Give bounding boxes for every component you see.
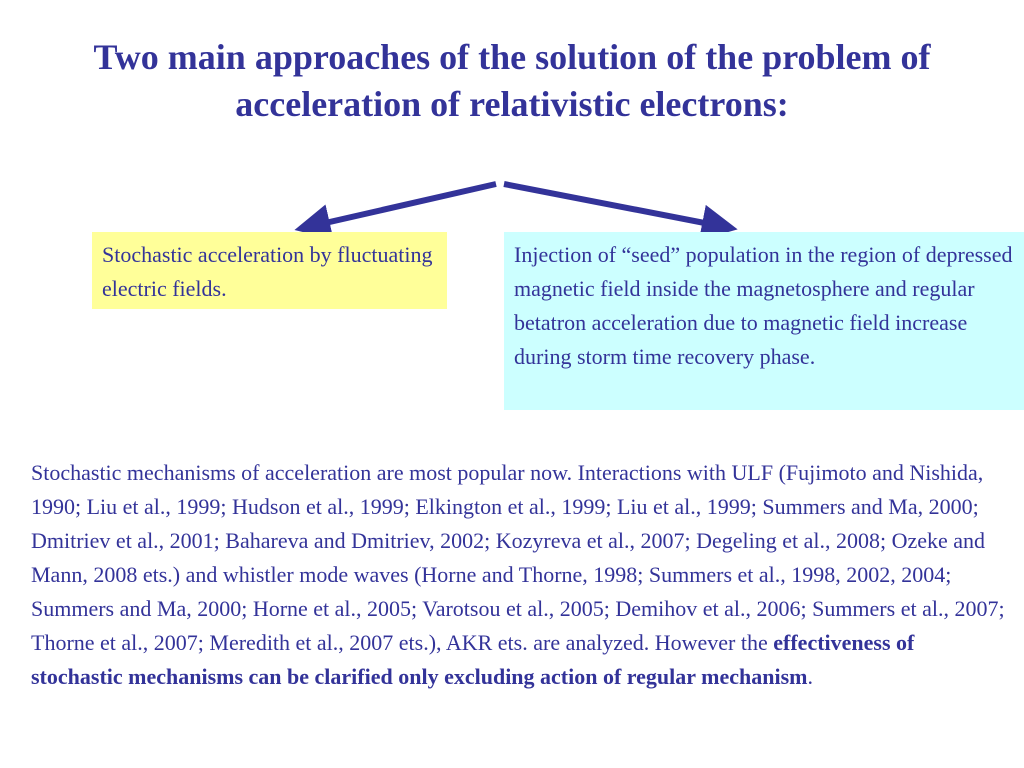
paragraph-bold-text: effectiveness of stochastic mechanisms can be clarified only excluding action of regular mechanism xyxy=(31,630,915,689)
paragraph-end: . xyxy=(807,664,813,689)
stochastic-acceleration-box: Stochastic acceleration by fluctuating electric fields. xyxy=(92,232,447,309)
paragraph-text: Stochastic mechanisms of acceleration are most popular now. Interactions with ULF (Fujimoto and Nishida, 1990; Liu et al., 1999; Hudson et al., 1999; Elkington et al., 1999; Liu et al., 1999; Summers and Ma, 2000; Dmitriev et al., 2001; Bahareva and Dmitriev, 2002; Kozyreva et al., 2007; Degeling et al., 2008; Ozeke and Mann, 2008 ets.) and whistler mode waves (Horne and Thorne, 1998; Summers et al., 1998, 2002, 2004; Summers and Ma, 2000; Horne et al., 2005; Varotsou et al., 2005; Demihov et al., 2006; Summers et al., 2007; Thorne et al., 2007; Meredith et al., 2007 ets.), AKR ets. are analyzed. However the xyxy=(31,460,1005,655)
body-paragraph xyxy=(31,456,1011,694)
injection-betatron-box: Injection of “seed” population in the region of depressed magnetic field inside the magnetosphere and regular betatron acceleration due to magnetic field increase during storm time recovery phase. xyxy=(504,232,1024,410)
slide-title: Two main approaches of the solution of the problem of acceleration of relativistic electrons: xyxy=(93,37,931,124)
arrow-left xyxy=(312,184,496,226)
arrow-right xyxy=(504,184,720,226)
